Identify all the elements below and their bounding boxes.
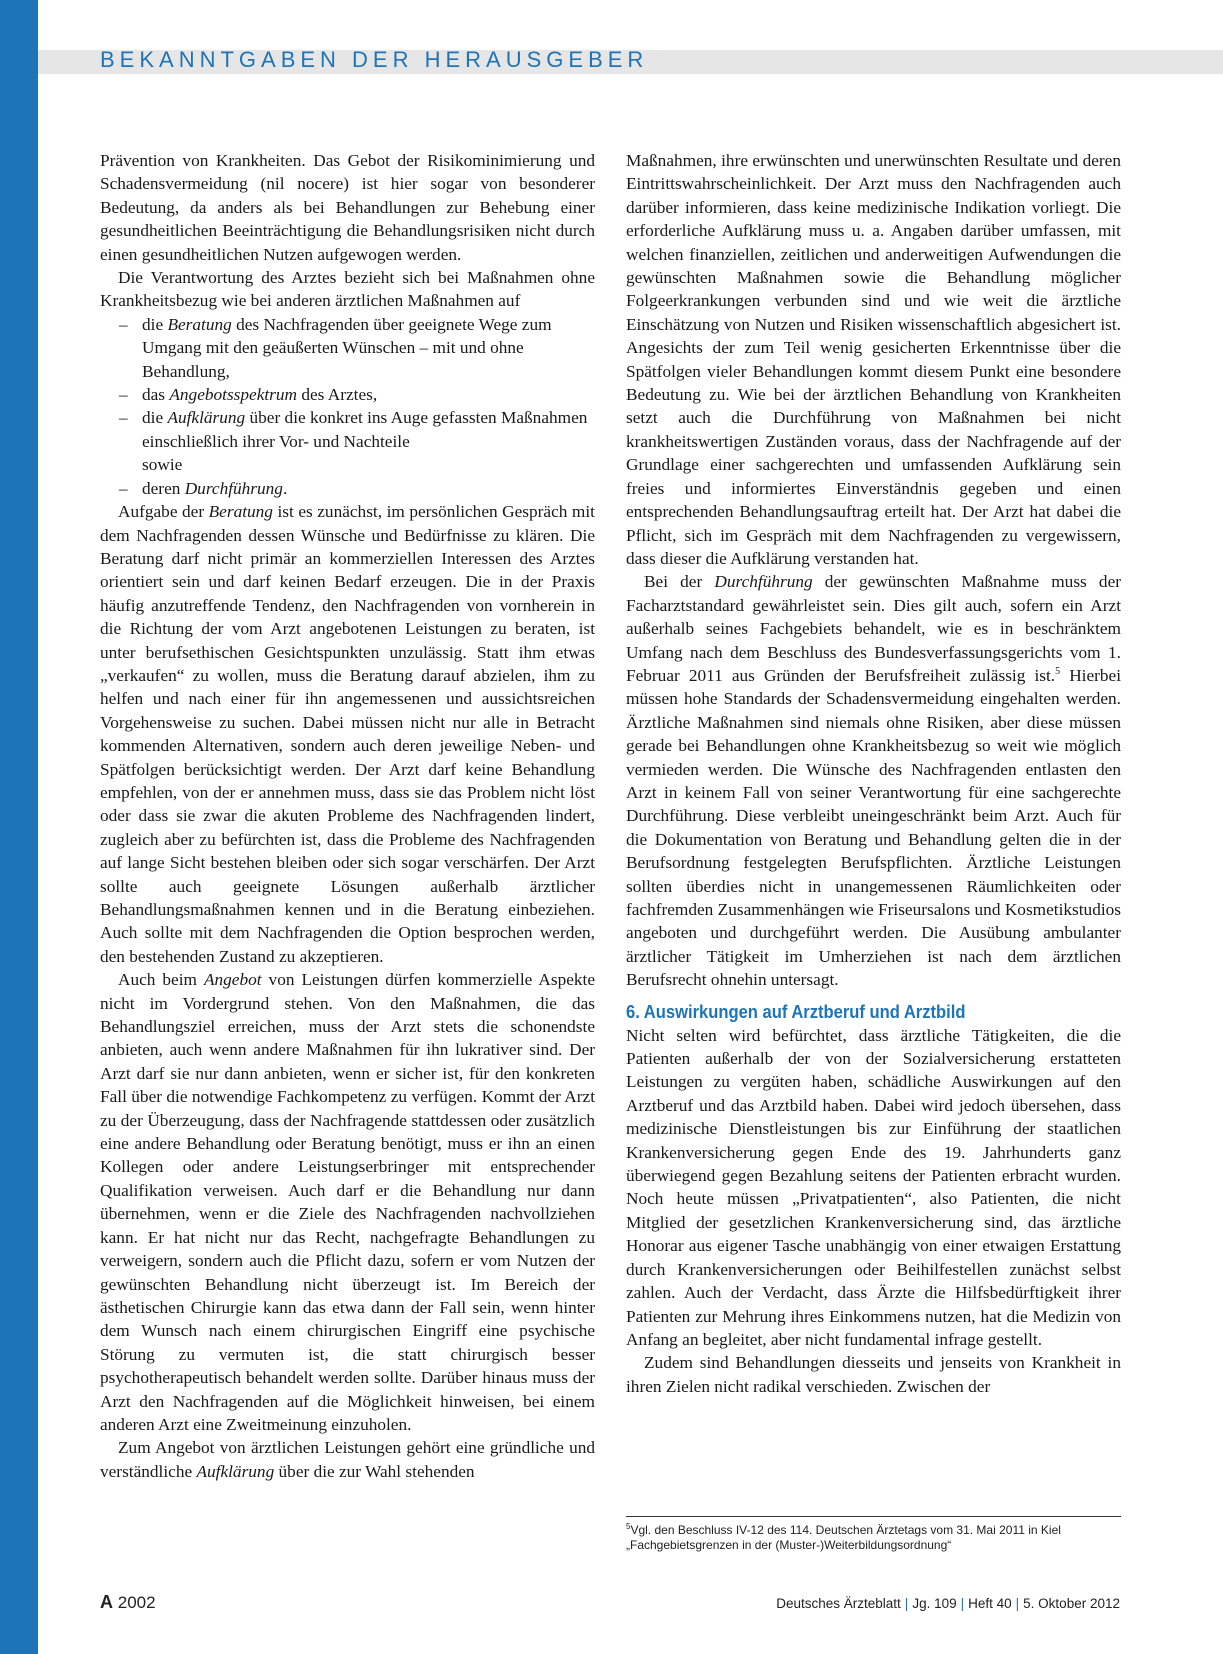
list-item (100, 406, 595, 476)
footnote-reference[interactable]: 5 (1055, 666, 1061, 678)
paragraph (100, 500, 595, 968)
page-number-value: 2002 (117, 1593, 156, 1612)
left-column (100, 149, 595, 1483)
footnote-number: 5 (626, 1522, 631, 1531)
journal-name: Deutsches Ärzteblatt (776, 1596, 901, 1611)
paragraph (100, 1436, 595, 1483)
list-item-text: die (142, 408, 168, 428)
journal-issue: Heft 40 (968, 1596, 1012, 1611)
paragraph-emphasis: Durchführung (714, 572, 813, 592)
paragraph-emphasis: Aufklärung (196, 1461, 275, 1481)
list-item (100, 313, 595, 383)
paragraph-text: von Leistungen dürfen kommerzielle Aspekte nicht im Vordergrund stehen. Von den Maßnahmen, die das Behandlungsziel erreichen, muss der Arzt stets die schonendste anbieten, auch wenn andere Maßnahmen für ihn lukrativer sind. Der Arzt darf sie nur dann anbieten, wenn er sicher ist, für den konkreten Fall über die notwendige Fachkompetenz zu verfügen. Kommt der Arzt zu der Überzeugung, dass der Nachfragende stattdessen oder zusätzlich eine andere Behandlung oder Beratung benötigt, muss er ihn an einen Kollegen oder andere Leistungserbringer mit entsprechender Qualifikation verweisen. Auch darf er die Behandlung nur dann übernehmen, wenn er die Ziele des Nachfragenden nachvollziehen kann. Er hat nicht nur das Recht, nachgefragte Behandlungen zu verweigern, sondern auch die Pflicht dazu, sofern er vom Nutzen der gewünschten Behandlung nicht überzeugt ist. Im Bereich der ästhetischen Chirurgie kann das etwa dann der Fall sein, wenn hinter dem Wunsch nach einem chirurgischen Eingriff eine psychische Störung zu vermuten ist, die statt chirurgisch besser psychotherapeutisch behandelt werden sollte. Darüber hinaus muss der Arzt den Nachfragenden auf die Möglichkeit hinweisen, bei einem anderen Arzt eine Zweitmeinung einzuholen. (100, 970, 595, 1434)
responsibility-list (100, 313, 595, 500)
paragraph-text: Zum Angebot von ärztlichen Leistungen gehört eine gründliche und verständliche (100, 1438, 595, 1481)
list-dash: – (119, 314, 128, 334)
side-accent-bar (0, 0, 38, 1654)
right-column (626, 149, 1121, 1398)
journal-date: 5. Oktober 2012 (1023, 1596, 1120, 1611)
list-item-text: das (142, 385, 170, 405)
separator: | (904, 1596, 909, 1611)
page-number (100, 1592, 156, 1613)
paragraph-text: Auch beim (118, 970, 204, 990)
paragraph-emphasis: Angebot (203, 970, 262, 990)
page-letter: A (100, 1592, 113, 1612)
list-item-text: . (282, 478, 288, 498)
paragraph-text: Hierbei müssen hohe Standards der Schadensvermeidung eingehalten werden. Ärztliche Maßnahmen sind niemals ohne Risiken, aber diese müssen gerade bei Behandlungen ohne Krankheitsbezug so weit wie möglich vermieden werden. Die Wünsche des Nachfragenden entlasten den Arzt in keinem Fall von seiner Verantwortung für eine sachgerechte Durchführung. Diese verbleibt uneingeschränkt beim Arzt. Auch für die Dokumentation von Beratung und Behandlung gelten die in der Berufsordnung festgelegten Berufspflichten. Ärztliche Leistungen sollten überdies nicht in unangemessenen Räumlichkeiten oder fachfremden Zusammenhängen wie Friseursalons und Kosmetikstudios angeboten und durchgeführt werden. Die Ausübung ambulanter ärztlicher Tätigkeit im Umherziehen ist nach dem ärztlichen Berufsrecht ohnehin untersagt. (626, 665, 1122, 990)
paragraph-emphasis: Beratung (208, 502, 273, 522)
paragraph: Nicht selten wird befürchtet, dass ärztliche Tätigkeiten, die die Patienten außerhalb der von der Sozialversicherung erstatteten Leistungen zu vergüten haben, schädliche Auswirkungen auf den Arztberuf und das Arztbild haben. Dabei wird jedoch übersehen, dass medizinische Dienstleistungen bis zur Einführung der staatlichen Krankenversicherung gegen Ende des 19. Jahrhunderts ganz überwiegend gegen Bezahlung seitens der Patienten erbracht wurden. Noch heute müssen „Privatpatienten“, also Patienten, die nicht Mitglied der gesetzlichen Krankenversicherung sind, das ärztliche Honorar aus eigener Tasche unabhängig von einer etwaigen Erstattung durch Krankenversicherungen oder Beihilfestellen zunächst selbst zahlen. Auch der Verdacht, dass Ärzte die Hilfsbedürftigkeit ihrer Patienten zur Mehrung ihres Einkommens nutzen, hat die Medizin von Anfang an begleitet, aber nicht fundamental infrage gestellt. (626, 1025, 1121, 1349)
list-item-continuation: sowie (142, 455, 183, 475)
paragraph (626, 570, 1121, 991)
journal-volume: Jg. 109 (912, 1596, 957, 1611)
list-item-emphasis: Angebotsspektrum (169, 385, 298, 405)
paragraph: Zudem sind Behandlungen diesseits und jenseits von Krankheit in ihren Zielen nicht radikal verschieden. Zwischen der (626, 1353, 1121, 1396)
footnote (626, 1519, 1121, 1553)
footnote-line: Vgl. den Beschluss IV-12 des 114. Deutschen Ärztetags vom 31. Mai 2011 in Kiel (630, 1523, 1061, 1537)
paragraph-text: Aufgabe der (118, 502, 209, 522)
separator: | (960, 1596, 965, 1611)
list-item (100, 383, 595, 406)
paragraph: Die Verantwortung des Arztes bezieht sich bei Maßnahmen ohne Krankheitsbezug wie bei anderen ärztlichen Maßnahmen auf (100, 268, 595, 311)
list-dash: – (119, 478, 128, 498)
journal-citation (776, 1596, 1120, 1611)
paragraph-text: über die zur Wahl stehenden (274, 1461, 475, 1481)
list-item-emphasis: Durchführung (184, 478, 283, 498)
list-item (100, 477, 595, 500)
paragraph (100, 968, 595, 1436)
paragraph-text: Bei der (644, 572, 715, 592)
section-heading: 6. Auswirkungen auf Arztberuf und Arztbild (626, 1001, 966, 1022)
footnote-divider (626, 1516, 1121, 1517)
list-item-text: über die konkret ins Auge gefassten Maßnahmen einschließlich ihrer Vor- und Nachteile (142, 408, 588, 451)
list-dash: – (119, 385, 128, 405)
list-item-text: deren (142, 478, 185, 498)
list-dash: – (119, 408, 128, 428)
list-item-emphasis: Aufklärung (167, 408, 246, 428)
list-item-text: die (142, 314, 168, 334)
list-item-emphasis: Beratung (167, 314, 232, 334)
paragraph-text: der gewünschten Maßnahme muss der Facharztstandard gewährleistet sein. Dies gilt auch, sofern ein Arzt außerhalb seines Fachgebiets behandelt, wie es in beschränktem Umfang nach dem Beschluss des Bundesverfassungsgerichts vom 1. Februar 2011 aus Gründen der Berufsfreiheit zulässig ist. (626, 572, 1121, 685)
paragraph: Prävention von Krankheiten. Das Gebot der Risikominimierung und Schadensvermeidung (nil nocere) ist hier sogar von besonderer Bedeutung, da anders als bei Behandlungen zur Behebung einer gesundheitlichen Beeinträchtigung die Behandlungsrisiken nicht durch einen gesundheitlichen Nutzen aufgewogen werden. (100, 151, 595, 264)
paragraph-text: ist es zunächst, im persönlichen Gespräch mit dem Nachfragenden dessen Wünsche und Bedürfnisse zu klären. Die Beratung darf nicht primär an kommerziellen Interessen des Arztes orientiert sein und darf keinen Bedarf erzeugen. Die in der Praxis häufig anzutreffende Tendenz, den Nachfragenden von vornherein in die Richtung der vom Arzt angebotenen Leistungen zu beraten, ist unter berufsethischen Gesichtspunkten unzulässig. Statt ihm etwas „verkaufen“ zu wollen, muss die Beratung darauf abzielen, ihm zu helfen und nach einer für ihn angemessenen und aussichtsreichen Vorgehensweise zu suchen. Dabei müssen nicht nur alle in Betracht kommenden Alternativen, sondern auch deren jeweilige Neben- und Spätfolgen berücksichtigt werden. Der Arzt darf keine Behandlung empfehlen, von der er annehmen muss, dass sie das Problem nicht löst oder dass sie zwar die akuten Probleme des Nachfragenden lindert, zugleich aber zu befürchten ist, dass die Probleme des Nachfragenden auf lange Sicht bestehen bleiben oder sich sogar verschärfen. Der Arzt sollte auch geeignete Lösungen außerhalb ärztlicher Behandlungsmaßnahmen kennen und in die Beratung einbeziehen. Auch sollte mit dem Nachfragenden die Option besprochen werden, den bestehenden Zustand zu akzeptieren. (100, 502, 595, 966)
section-header-title: BEKANNTGABEN DER HERAUSGEBER (100, 47, 649, 72)
list-item-text: des Arztes, (297, 385, 378, 405)
paragraph: Maßnahmen, ihre erwünschten und unerwünschten Resultate und deren Eintrittswahrscheinlichkeit. Der Arzt muss den Nachfragenden auch darüber informieren, dass keine medizinische Indikation vorliegt. Die erforderliche Aufklärung muss u. a. Angaben darüber umfassen, mit welchen finanziellen, zeitlichen und anderweitigen Aufwendungen die gewünschten Maßnahmen sowie die Behandlung möglicher Folgeerkrankungen verbunden sind und wie weit die ärztliche Einschätzung von Nutzen und Risiken wissenschaftlich abgesichert ist. Angesichts der zum Teil wenig gesicherten Erkenntnisse über die Spätfolgen vieler Behandlungen kommt diesem Punkt eine besondere Bedeutung zu. Wie bei der ärztlichen Behandlung von Krankheiten setzt auch die Durchführung von Maßnahmen bei nicht krankheitswertigen Zuständen voraus, dass der Nachfragende auf der Grundlage einer sachgerechten und umfassenden Aufklärung sein freies und informiertes Einverständnis gegeben und einen entsprechenden Behandlungsauftrag erteilt hat. Der Arzt hat dabei die Pflicht, sich im Gespräch mit dem Nachfragenden zu vergewissern, dass dieser die Aufklärung verstanden hat. (626, 151, 1121, 568)
footnote-line: „Fachgebietsgrenzen in der (Muster-)Weiterbildungsordnung“ (626, 1538, 952, 1552)
list-item-text: des Nachfragenden über geeignete Wege zum Umgang mit den geäußerten Wünschen – mit und ohne Behandlung, (142, 314, 552, 381)
separator: | (1015, 1596, 1020, 1611)
